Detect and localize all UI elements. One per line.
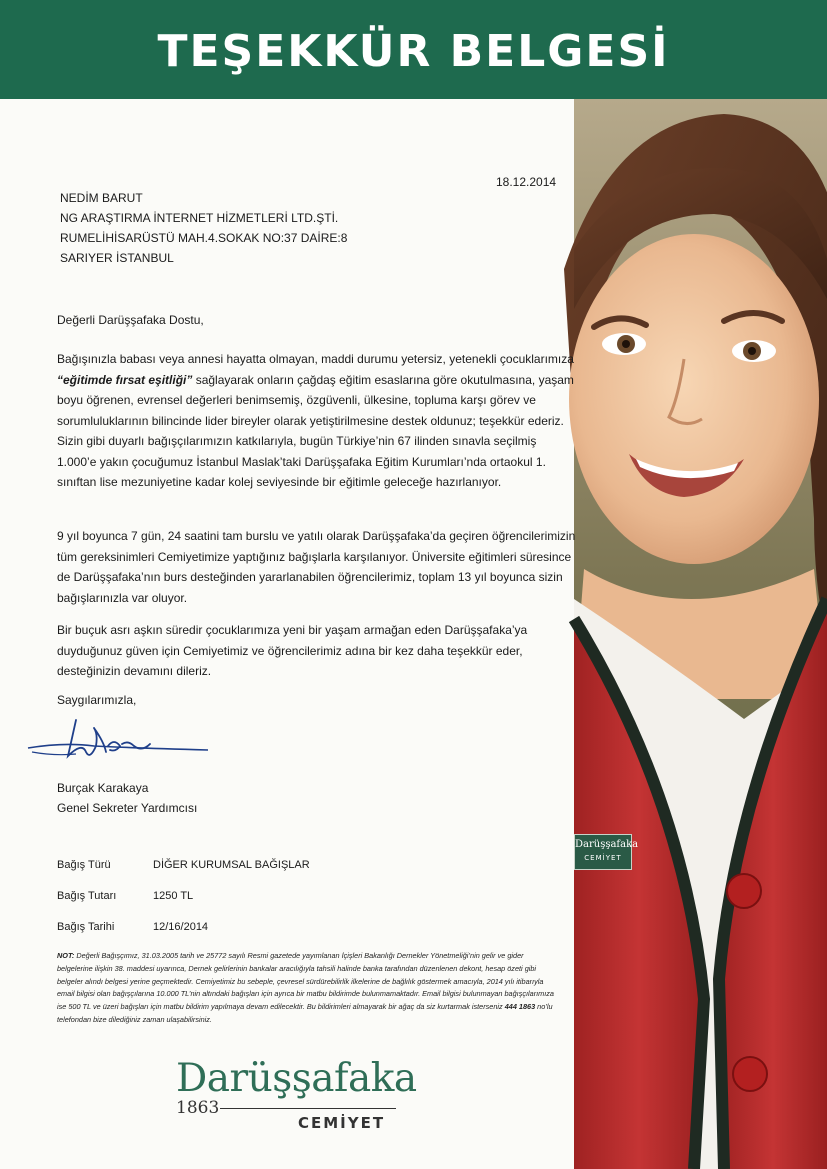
logo-rule (220, 1108, 396, 1109)
note-label: NOT: (57, 951, 75, 960)
legal-note (57, 950, 557, 1027)
vest-badge-name: Darüşşafaka (575, 839, 639, 850)
signatory-name: Burçak Karakaya (57, 781, 149, 795)
logo-name: Darüşşafaka (176, 1056, 417, 1101)
closing: Saygılarımızla, (57, 693, 137, 707)
student-illustration (574, 99, 827, 1169)
paragraph-1-text-a: Bağışınızla babası veya annesi hayatta olmayan, maddi durumu yetersiz, yetenekli çocuklarımıza (57, 352, 574, 366)
paragraph-3-text: Bir buçuk asrı aşkın süredir çocuklarımıza yeni bir yaşam armağan eden Darüşşafaka’ya duyduğunuz güven için Cemiyetimiz ve öğrencilerimiz adına bir kez daha teşekkür eder, desteğinizin devamını dileriz. (57, 623, 528, 678)
logo-subtitle: CEMİYET (298, 1114, 386, 1132)
donation-type-value: DİĞER KURUMSAL BAĞIŞLAR (153, 859, 310, 871)
greeting: Değerli Darüşşafaka Dostu, (57, 313, 204, 327)
paragraph-1-emphasis: “eğitimde fırsat eşitliği” (57, 372, 193, 387)
donation-date-label: Bağış Tarihi (57, 921, 115, 933)
note-text-2: no’lu telefondan bize dilediğiniz zaman ulaşabilirsiniz. (57, 1002, 553, 1024)
paragraph-2-text: 9 yıl boyunca 7 gün, 24 saatini tam burslu ve yatılı olarak Darüşşafaka’da geçiren öğrencilerimizin tüm gereksinimleri Cemiyetimize yaptığınız bağışlarla karşılanıyor. Üniversite eğitimleri süresince de Darüşşafaka’nın burs desteğinden yararlanabilen öğrencilerimiz, toplam 13 yıl boyunca sizin bağışlarınızla var oluyor. (57, 529, 576, 605)
note-phone: 444 1863 (504, 1002, 536, 1012)
donation-amount-label: Bağış Tutarı (57, 890, 117, 902)
recipient-address-line-2: SARIYER İSTANBUL (60, 251, 174, 265)
donation-type-label: Bağış Türü (57, 859, 111, 871)
donation-amount-value: 1250 TL (153, 890, 194, 902)
paragraph-1 (57, 349, 577, 493)
paragraph-3 (57, 620, 577, 682)
handwritten-signature (24, 712, 214, 772)
donation-date-value: 12/16/2014 (153, 921, 209, 933)
darussafaka-logo (176, 1056, 416, 1136)
vest-badge (574, 834, 639, 870)
student-photo (574, 99, 827, 1169)
vest-badge-sub: CEMİYET (584, 854, 622, 862)
document-date: 18.12.2014 (496, 175, 557, 189)
recipient-company: NG ARAŞTIRMA İNTERNET HİZMETLERİ LTD.ŞTİ. (60, 211, 339, 225)
paragraph-1-text-b: sağlayarak onların çağdaş eğitim esaslarına göre okutulmasına, yaşam boyu öğrenen, evrensel değerleri benimsemiş, özgüvenli, ülkesine, topluma karşı görev ve sorumluluklarının bilincinde lider bireyler olarak yetiştirilmesine destek oldunuz; teşekkür ederiz. Sizin gibi duyarlı bağışçılarımızın katkılarıyla, bugün Türkiye’nin 67 ilinden sınavla seçilmiş 1.000’e yakın çocuğumuz İstanbul Maslak’taki Darüşşafaka Eğitim Kurumları’nda ortaokul 1. sınıftan lise mezuniyetine kadar kolej seviyesinde bir eğitimle geleceğe hazırlanıyor. (57, 372, 574, 489)
logo-year: 1863 (176, 1098, 220, 1118)
recipient-name: NEDİM BARUT (60, 191, 143, 205)
header-banner (0, 0, 827, 99)
recipient-address-line-1: RUMELİHİSARÜSTÜ MAH.4.SOKAK NO:37 DAİRE:8 (60, 231, 348, 245)
paragraph-2 (57, 526, 577, 608)
note-text-1: Değerli Bağışçımız, 31.03.2005 tarih ve 25772 sayılı Resmi gazetede yayımlanan İçişleri Bakanlığı Dernekler Yönetmeliği’nin gelir ve gider belgelerine ilişkin 38. maddesi uyarınca, Dernek gelirlerinin bankalar aracılığıyla tahsili halinde banka tarafından düzenlenen dekont, hesap özeti gibi belgeler alındı belgesi yerine geçmektedir. Cemiyetimiz bu sebeple, çevresel sürdürebilirlik ilkelerine de bağlılık göstermek amacıyla, 2014 yılı itibarıyla email bilgisi olan bağışçılarına 10.000 TL’nin altındaki bağışları için ayrıca bir matbu bildirimde bulunmamaktadır. Email bilgisi bulunmayan bağışçılarımıza ise 500 TL ve üzeri bağışları için matbu bildirim yapılmaya devam edilecektir. Bu bildirimleri almayarak bir ağaç da siz kurtarmak isterseniz (57, 951, 554, 1012)
document-title: TEŞEKKÜR BELGESİ (157, 26, 670, 77)
signatory-title: Genel Sekreter Yardımcısı (57, 801, 198, 815)
